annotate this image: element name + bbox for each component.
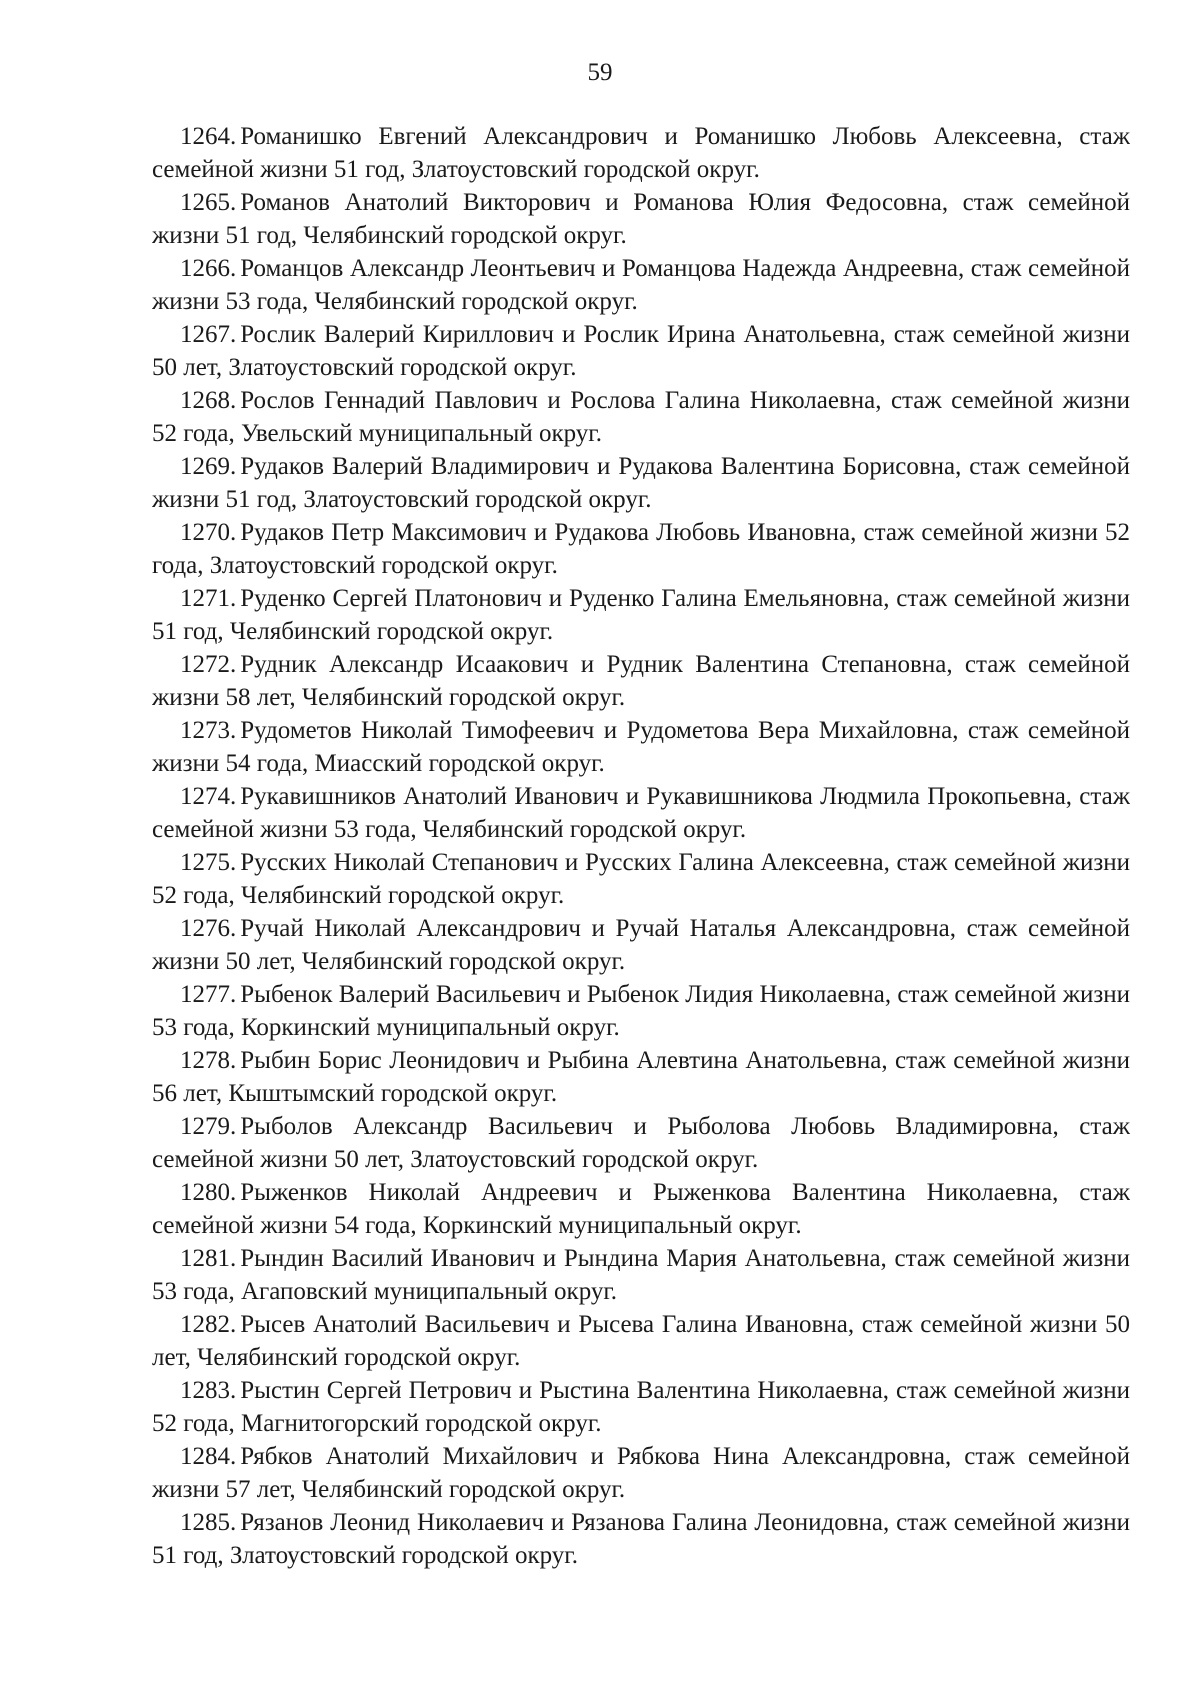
list-item [152, 450, 1130, 516]
entry-text: Рязанов Леонид Николаевич и Рязанова Галина Леонидовна, стаж семейной жизни 51 год, Златоустовский городской округ. [152, 1509, 1130, 1569]
entry-text: Руденко Сергей Платонович и Руденко Галина Емельяновна, стаж семейной жизни 51 год, Челябинский городской округ. [152, 585, 1130, 645]
entry-list [152, 120, 1130, 1572]
entry-number: 1270. [180, 519, 237, 546]
entry-number: 1279. [180, 1113, 237, 1140]
entry-text: Рудник Александр Исаакович и Рудник Валентина Степановна, стаж семейной жизни 58 лет, Челябинский городской округ. [152, 651, 1130, 711]
list-item [152, 1242, 1130, 1308]
entry-number: 1267. [180, 321, 237, 348]
list-item [152, 582, 1130, 648]
entry-text: Рыстин Сергей Петрович и Рыстина Валентина Николаевна, стаж семейной жизни 52 года, Магнитогорский городской округ. [152, 1377, 1130, 1437]
entry-number: 1282. [180, 1311, 237, 1338]
entry-number: 1285. [180, 1509, 237, 1536]
entry-text: Рудаков Петр Максимович и Рудакова Любовь Ивановна, стаж семейной жизни 52 года, Златоустовский городской округ. [152, 519, 1130, 579]
list-item [152, 846, 1130, 912]
list-item [152, 1110, 1130, 1176]
entry-number: 1269. [180, 453, 237, 480]
list-item [152, 1374, 1130, 1440]
entry-text: Рослов Геннадий Павлович и Рослова Галина Николаевна, стаж семейной жизни 52 года, Увельский муниципальный округ. [152, 387, 1130, 447]
list-item [152, 648, 1130, 714]
entry-text: Русских Николай Степанович и Русских Галина Алексеевна, стаж семейной жизни 52 года, Челябинский городской округ. [152, 849, 1130, 909]
list-item [152, 714, 1130, 780]
entry-text: Рябков Анатолий Михайлович и Рябкова Нина Александровна, стаж семейной жизни 57 лет, Челябинский городской округ. [152, 1443, 1130, 1503]
entry-number: 1266. [180, 255, 237, 282]
entry-text: Романов Анатолий Викторович и Романова Юлия Федосовна, стаж семейной жизни 51 год, Челябинский городской округ. [152, 189, 1130, 249]
entry-number: 1275. [180, 849, 237, 876]
entry-text: Рыболов Александр Васильевич и Рыболова Любовь Владимировна, стаж семейной жизни 50 лет, Златоустовский городской округ. [152, 1113, 1130, 1173]
entry-number: 1284. [180, 1443, 237, 1470]
entry-text: Рыбин Борис Леонидович и Рыбина Алевтина Анатольевна, стаж семейной жизни 56 лет, Кыштымский городской округ. [152, 1047, 1130, 1107]
entry-number: 1273. [180, 717, 237, 744]
entry-number: 1274. [180, 783, 237, 810]
page-number: 59 [587, 59, 613, 86]
list-item [152, 912, 1130, 978]
entry-text: Рысев Анатолий Васильевич и Рысева Галина Ивановна, стаж семейной жизни 50 лет, Челябинский городской округ. [152, 1311, 1130, 1371]
entry-number: 1278. [180, 1047, 237, 1074]
entry-text: Рыбенок Валерий Васильевич и Рыбенок Лидия Николаевна, стаж семейной жизни 53 года, Коркинский муниципальный округ. [152, 981, 1130, 1041]
entry-text: Рындин Василий Иванович и Рындина Мария Анатольевна, стаж семейной жизни 53 года, Агаповский муниципальный округ. [152, 1245, 1130, 1305]
list-item [152, 780, 1130, 846]
entry-text: Рудаков Валерий Владимирович и Рудакова Валентина Борисовна, стаж семейной жизни 51 год, Златоустовский городской округ. [152, 453, 1130, 513]
entry-text: Рыженков Николай Андреевич и Рыженкова Валентина Николаевна, стаж семейной жизни 54 года, Коркинский муниципальный округ. [152, 1179, 1130, 1239]
list-item [152, 516, 1130, 582]
entry-text: Рукавишников Анатолий Иванович и Рукавишникова Людмила Прокопьевна, стаж семейной жизни 53 года, Челябинский городской округ. [152, 783, 1130, 843]
entry-number: 1272. [180, 651, 237, 678]
list-item [152, 318, 1130, 384]
list-item [152, 1440, 1130, 1506]
entry-text: Рудометов Николай Тимофеевич и Рудометова Вера Михайловна, стаж семейной жизни 54 года, Миасский городской округ. [152, 717, 1130, 777]
entry-text: Романцов Александр Леонтьевич и Романцова Надежда Андреевна, стаж семейной жизни 53 года, Челябинский городской округ. [152, 255, 1130, 315]
entry-number: 1283. [180, 1377, 237, 1404]
entry-number: 1276. [180, 915, 237, 942]
list-item [152, 1044, 1130, 1110]
entry-number: 1277. [180, 981, 237, 1008]
list-item [152, 252, 1130, 318]
entry-number: 1268. [180, 387, 237, 414]
list-item [152, 1176, 1130, 1242]
list-item [152, 384, 1130, 450]
list-item [152, 1506, 1130, 1572]
entry-number: 1264. [180, 123, 237, 150]
list-item [152, 978, 1130, 1044]
list-item [152, 186, 1130, 252]
entry-number: 1280. [180, 1179, 237, 1206]
list-item [152, 120, 1130, 186]
entry-number: 1281. [180, 1245, 237, 1272]
entry-text: Романишко Евгений Александрович и Романишко Любовь Алексеевна, стаж семейной жизни 51 год, Златоустовский городской округ. [152, 123, 1130, 183]
list-item [152, 1308, 1130, 1374]
entry-number: 1265. [180, 189, 237, 216]
entry-text: Ручай Николай Александрович и Ручай Наталья Александровна, стаж семейной жизни 50 лет, Челябинский городской округ. [152, 915, 1130, 975]
entry-number: 1271. [180, 585, 237, 612]
entry-text: Рослик Валерий Кириллович и Рослик Ирина Анатольевна, стаж семейной жизни 50 лет, Златоустовский городской округ. [152, 321, 1130, 381]
